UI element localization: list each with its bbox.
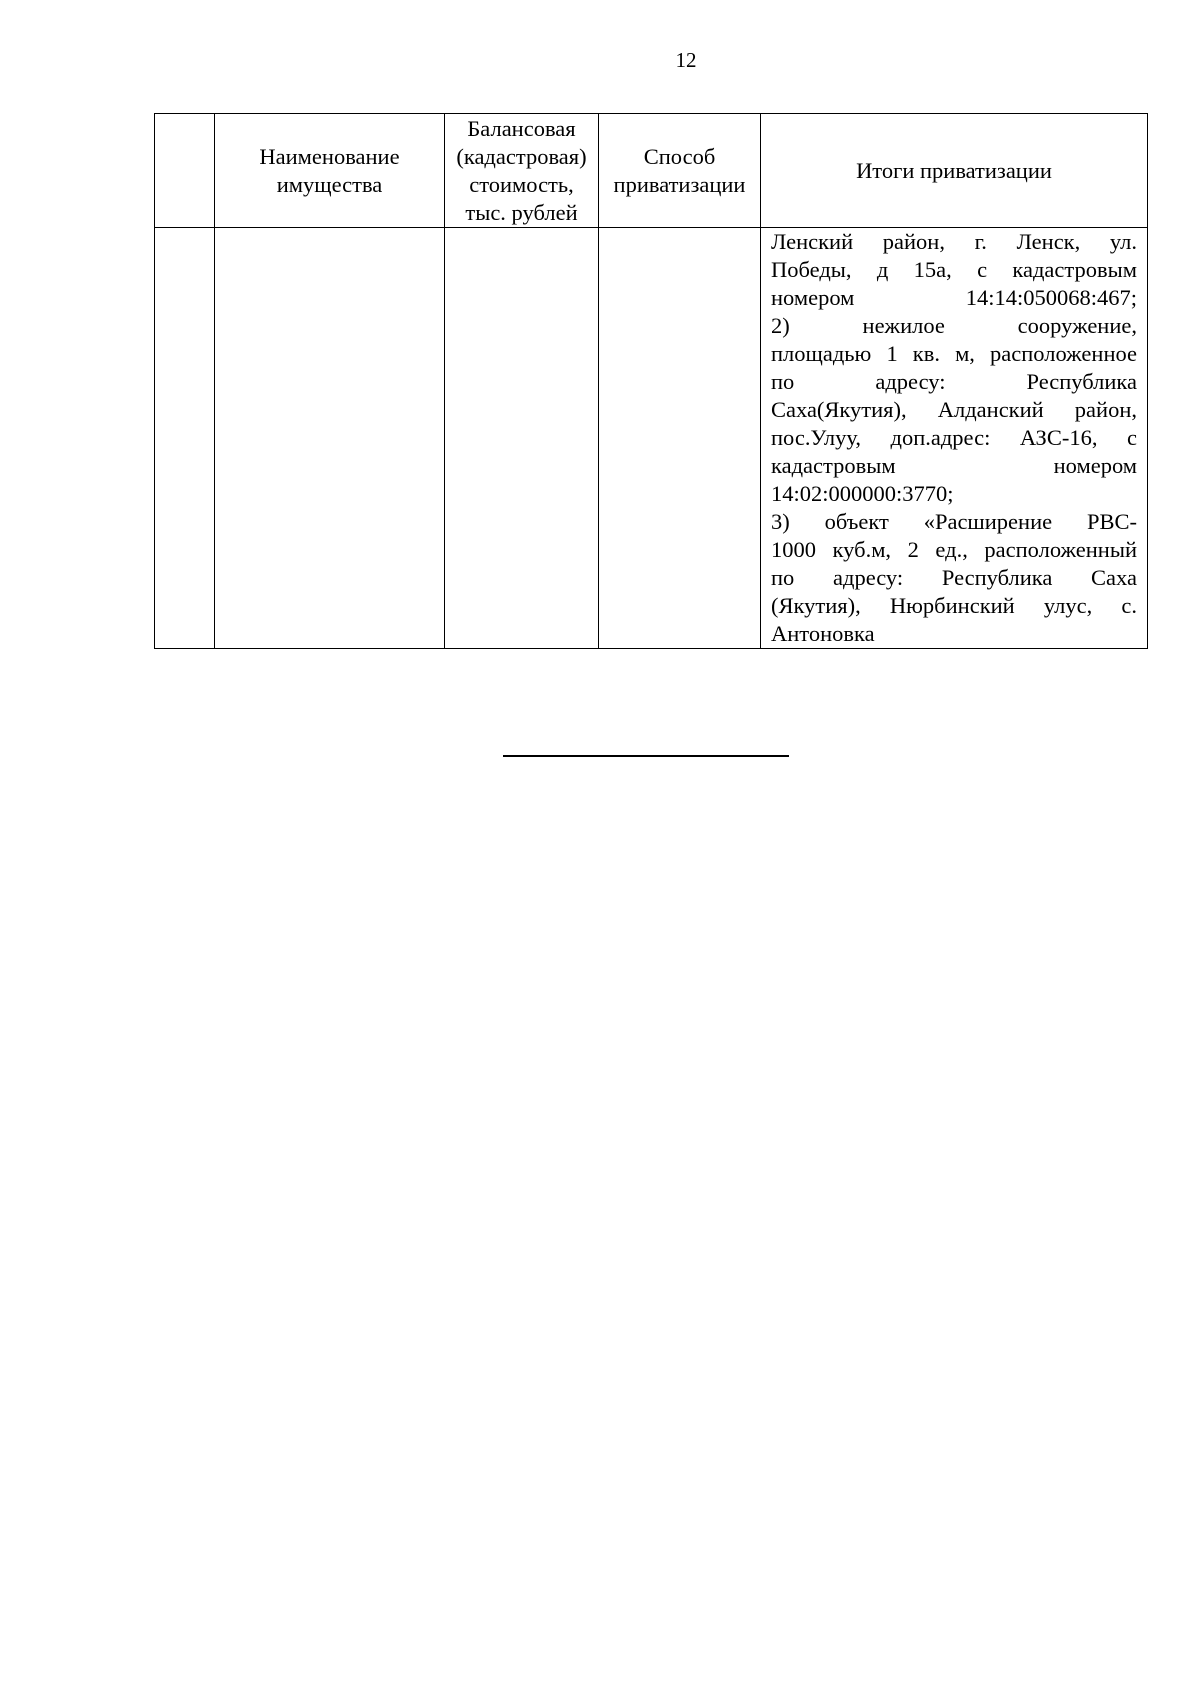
result-line: Саха(Якутия), Алданский район, [771,397,1137,422]
result-line: по адресу: Республика Саха [771,565,1137,590]
result-line: кадастровым номером [771,453,1137,478]
result-line: (Якутия), Нюрбинский улус, с. [771,593,1137,618]
table-row [155,228,1148,649]
cell-number [155,228,215,649]
result-line: площадью 1 кв. м, расположенное [771,341,1137,366]
header-balance-cost: Балансовая (кадастровая) стоимость, тыс. рублей [445,114,599,228]
page-number: 12 [675,48,697,72]
result-line: по адресу: Республика [771,369,1137,394]
cell-privatization-method [599,228,761,649]
table-header-row [155,114,1148,228]
result-line: Антоновка [771,621,875,646]
header-property-name: Наименование имущества [215,114,445,228]
result-line: 14:02:000000:3770; [771,481,954,506]
cell-balance-cost [445,228,599,649]
cell-privatization-results [761,228,1148,649]
header-privatization-method: Способ приватизации [599,114,761,228]
end-of-document-rule [503,755,789,757]
privatization-table [154,113,1148,649]
result-line: пос.Улуу, доп.адрес: АЗС-16, с [771,425,1137,450]
result-line: номером 14:14:050068:467; [771,285,1137,310]
header-privatization-results: Итоги приватизации [761,114,1148,228]
result-line: 3) объект «Расширение РВС- [771,509,1137,534]
cell-property-name [215,228,445,649]
privatization-table-container [154,113,1148,649]
result-line: Победы, д 15а, с кадастровым [771,257,1137,282]
result-line: 2) нежилое сооружение, [771,313,1137,338]
header-number [155,114,215,228]
result-line: Ленский район, г. Ленск, ул. [771,229,1137,254]
result-line: 1000 куб.м, 2 ед., расположенный [771,537,1137,562]
